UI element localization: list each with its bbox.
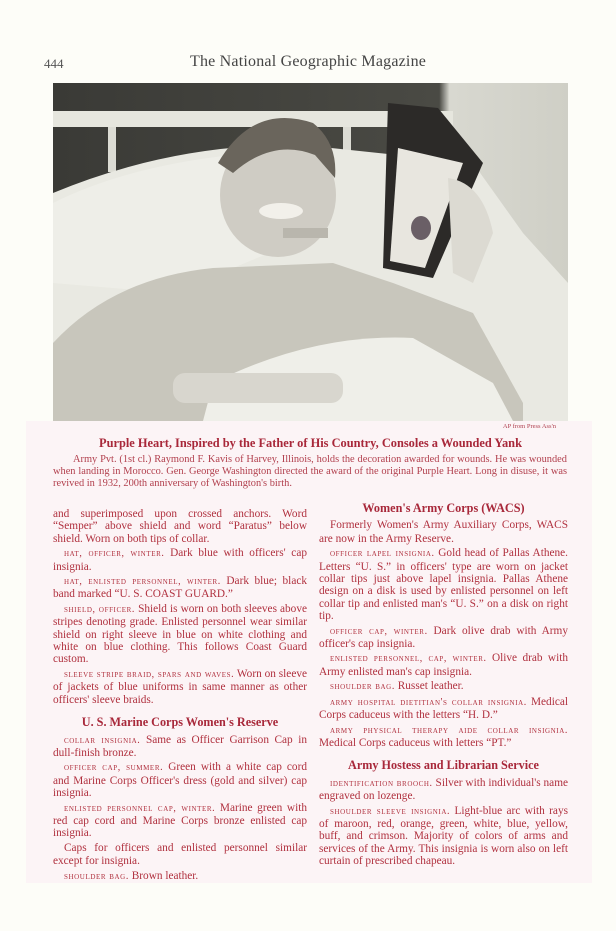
paragraph — [53, 668, 307, 706]
item-text: Medical Corps caduceus with the letters “H. D.” — [319, 695, 569, 722]
item-text: Shield is worn on both sleeves above stripes denoting grade. Enlisted personnel wear similar shield on right sleeve in blue on white clothing and white on blue clothing. This follows Coast Guard custom. — [53, 602, 307, 666]
item-text: Brown leather. — [128, 869, 199, 882]
section-heading: U. S. Marine Corps Women's Reserve — [81, 715, 279, 730]
item-text: Russet leather. — [394, 680, 464, 693]
caption-text: Army Pvt. (1st cl.) Raymond F. Kavis of Harvey, Illinois, holds the decoration awarded for wounds. He was wounded when landing in Morocco. Gen. George Washington directed the award of the original Purple Heart. Long in disuse, it was revived in 1932, 200th anniversary of Washington's birth. — [53, 454, 567, 489]
item-text: Same as Officer Garrison Cap in dull-finish bronze. — [53, 733, 308, 759]
paragraph — [53, 870, 307, 883]
paragraph — [319, 625, 568, 651]
paragraph — [53, 761, 307, 799]
item-text: Formerly Women's Army Auxiliary Corps, WACS are now in the Army Reserve. — [319, 519, 568, 545]
section-heading: Women's Army Corps (WACS) — [362, 501, 525, 515]
item-label: army physical therapy aide collar insignia. — [330, 724, 568, 736]
photo-credit: AP from Press Ass'n — [502, 423, 556, 430]
item-label: shoulder bag. — [330, 681, 395, 693]
item-label: collar insignia. — [64, 734, 141, 746]
paragraph — [53, 842, 307, 868]
item-label: shield, officer. — [64, 603, 136, 615]
item-label: shoulder sleeve insignia. — [330, 805, 451, 817]
paragraph — [319, 680, 568, 693]
item-text: Medical Corps caduceus with letters “PT.” — [319, 736, 512, 749]
item-text: Dark olive drab with Army officer's cap insignia. — [319, 624, 568, 651]
paragraph — [319, 696, 568, 722]
paragraph — [319, 777, 568, 803]
item-label: army hospital dietitian's collar insignia. — [330, 696, 527, 708]
item-text: Olive drab with Army enlisted man's cap insignia. — [319, 652, 568, 678]
item-text: Dark blue with officers' cap insignia. — [53, 547, 307, 573]
paragraph — [53, 603, 307, 666]
item-text: Gold head of Pallas Athene. Letters “U. S.” in officers' type are worn on jacket collar tips just above lapel insignia. Pallas Athene design on a disk is used by enlisted personnel on left collar tip and enlisted man's “U. S.” on a disk on right tip. — [319, 547, 569, 623]
item-label: shoulder bag. — [64, 870, 129, 882]
paragraph — [319, 519, 568, 545]
right-column — [319, 501, 569, 870]
left-column — [53, 508, 307, 885]
running-title: The National Geographic Magazine — [190, 53, 427, 70]
item-text: Caps for officers and enlisted personnel similar except for insignia. — [53, 841, 307, 868]
paragraph — [319, 652, 568, 678]
item-label: enlisted personnel cap, winter. — [64, 802, 216, 814]
item-text: Dark blue; black band marked “U. S. COAST GUARD.” — [53, 575, 307, 601]
item-label: officer cap, summer. — [64, 762, 164, 774]
photo-wounded-soldier — [53, 83, 568, 421]
caption-title: Purple Heart, Inspired by the Father of His Country, Consoles a Wounded Yank — [99, 436, 522, 450]
paragraph — [319, 805, 568, 868]
paragraph — [53, 734, 307, 760]
paragraph — [319, 724, 568, 750]
item-label: identification brooch. — [330, 777, 433, 789]
section-heading: Army Hostess and Librarian Service — [348, 758, 539, 773]
item-text: Light-blue arc with rays of maroon, red, orange, green, white, blue, yellow, buff, and crimson. Majority of colors of arms and services of the Army. This insignia is worn also on left curtain of prescribed chapeau. — [319, 804, 568, 868]
item-text: Marine green with red cap cord and Marine Corps bronze enlisted cap insignia. — [53, 801, 307, 840]
item-label: officer lapel insignia. — [330, 548, 435, 560]
item-text: Green with a white cap cord and Marine Corps Officer's dress (gold and silver) cap insignia. — [53, 761, 307, 800]
item-label: sleeve stripe braid, spars and waves. — [64, 668, 235, 680]
page-number: 444 — [44, 56, 64, 71]
paragraph — [319, 547, 568, 622]
paragraph — [53, 547, 307, 573]
item-text: Silver with individual's name engraved on lozenge. — [319, 776, 568, 803]
paragraph — [53, 802, 307, 840]
paragraph — [53, 575, 307, 601]
item-label: enlisted personnel, cap, winter. — [330, 653, 487, 665]
item-label: hat, officer, winter. — [64, 548, 165, 560]
item-label: officer cap, winter. — [330, 625, 428, 637]
item-text: Worn on sleeve of jackets of blue uniforms in same manner as other officers' sleeve braids. — [53, 667, 307, 706]
item-label: hat, enlisted personnel, winter. — [64, 576, 221, 588]
paragraph: and superimposed upon crossed anchors. Word “Semper” above shield and word “Paratus” below shield. Worn on both tips of collar. — [53, 508, 307, 545]
